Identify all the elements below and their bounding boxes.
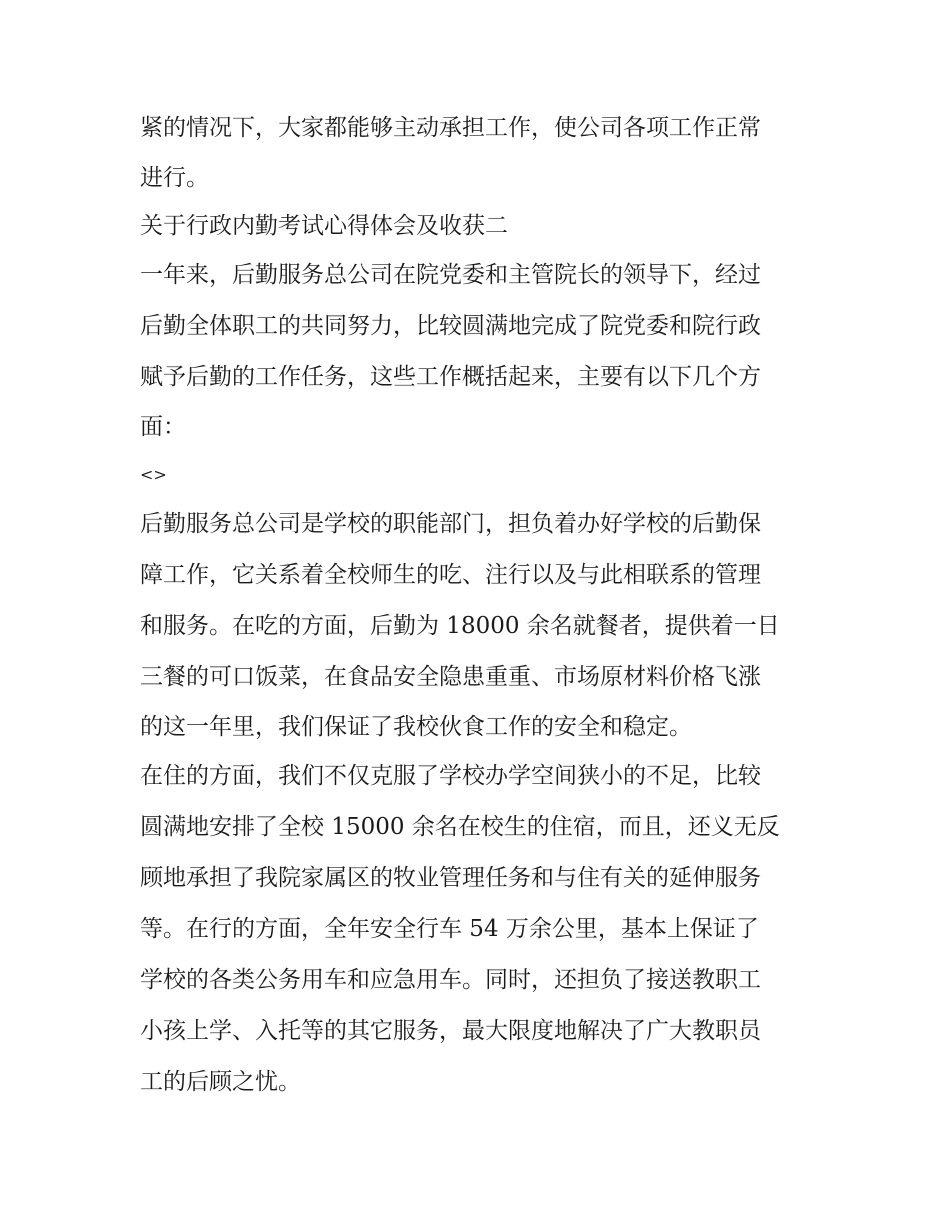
paragraph-line: 障工作，它关系着全校师生的吃、注行以及与此相联系的管理	[140, 562, 761, 588]
paragraph-line: 面：	[140, 414, 186, 440]
paragraph-line: 等。在行的方面，全年安全行车 54 万余公里，基本上保证了	[140, 916, 759, 942]
paragraph-line: 学校的各类公务用车和应急用车。同时，还担负了接送教职工	[140, 967, 761, 993]
paragraph-line: 一年来，后勤服务总公司在院党委和主管院长的领导下，经过	[140, 262, 761, 288]
paragraph-line: 的这一年里，我们保证了我校伙食工作的安全和稳定。	[140, 714, 692, 740]
paragraph-line: 在住的方面，我们不仅克服了学校办学空间狭小的不足，比较	[140, 763, 761, 789]
section-heading: 关于行政内勤考试心得体会及收获二	[140, 213, 508, 239]
paragraph-line: 圆满地安排了全校 15000 余名在校生的住宿，而且，还义无反	[140, 814, 780, 840]
paragraph-line: 紧的情况下，大家都能够主动承担工作，使公司各项工作正常	[140, 115, 761, 141]
document-body	[140, 103, 820, 1108]
paragraph-line: 三餐的可口饭菜，在食品安全隐患重重、市场原材料价格飞涨	[140, 664, 761, 690]
placeholder-marker: <>	[140, 465, 167, 484]
paragraph-line: 工的后顾之忧。	[140, 1069, 301, 1095]
paragraph-line: 后勤服务总公司是学校的职能部门，担负着办好学校的后勤保	[140, 511, 761, 537]
paragraph-line: 和服务。在吃的方面，后勤为 18000 余名就餐者，提供着一日	[140, 613, 780, 639]
paragraph-line: 后勤全体职工的共同努力，比较圆满地完成了院党委和院行政	[140, 313, 761, 339]
paragraph-line: 进行。	[140, 165, 209, 191]
paragraph-line: 顾地承担了我院家属区的牧业管理任务和与住有关的延伸服务	[140, 865, 761, 891]
paragraph-line: 小孩上学、入托等的其它服务，最大限度地解决了广大教职员	[140, 1018, 761, 1044]
paragraph-line: 赋予后勤的工作任务，这些工作概括起来，主要有以下几个方	[140, 364, 761, 390]
